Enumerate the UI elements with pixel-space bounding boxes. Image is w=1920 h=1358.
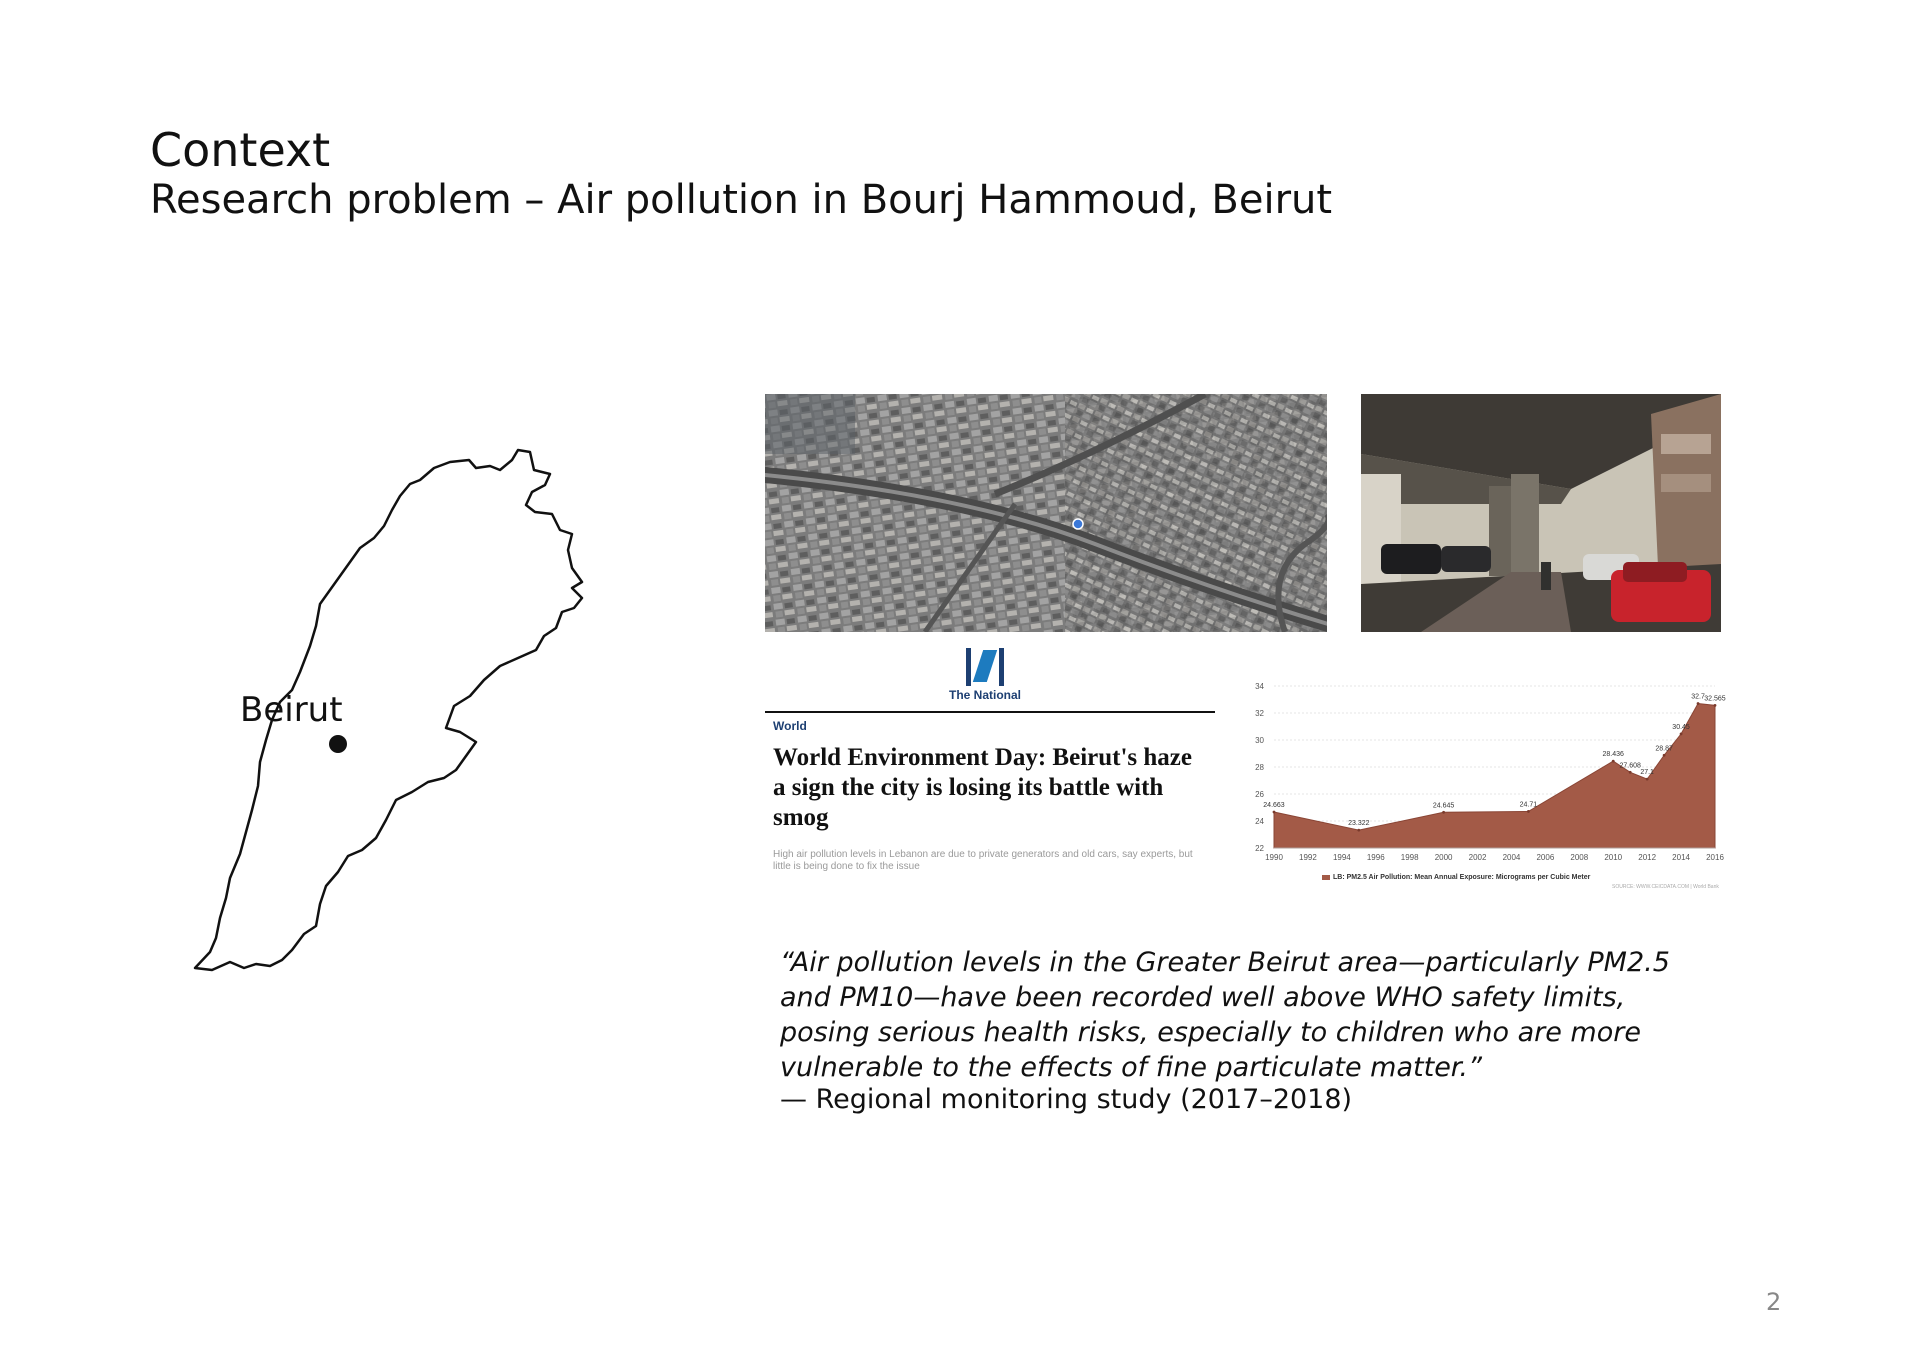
data-label: 27.1: [1640, 769, 1654, 777]
x-tick-label: 2010: [1604, 853, 1623, 862]
data-point: [1697, 702, 1700, 705]
data-label: 30.45: [1672, 723, 1690, 731]
y-tick-label: 30: [1255, 736, 1264, 745]
data-label: 32.565: [1704, 695, 1726, 703]
x-tick-label: 2006: [1536, 853, 1555, 862]
data-label: 28.87: [1655, 745, 1673, 753]
lebanon-map: [200, 440, 680, 1040]
slide-subtitle: Research problem – Air pollution in Bourj Hammoud, Beirut: [150, 177, 1333, 223]
data-point: [1629, 771, 1632, 774]
x-tick-label: 2008: [1570, 853, 1589, 862]
y-tick-label: 26: [1255, 790, 1264, 799]
x-tick-label: 2004: [1502, 853, 1521, 862]
chart-source: SOURCE: WWW.CEICDATA.COM | World Bank: [1612, 884, 1719, 890]
beirut-dot-icon: [329, 735, 347, 753]
beirut-label: Beirut: [240, 690, 343, 730]
x-tick-label: 2002: [1468, 853, 1487, 862]
aerial-map-photo: [765, 394, 1327, 632]
x-tick-label: 2014: [1672, 853, 1690, 862]
data-label: 23.322: [1348, 820, 1370, 828]
data-label: 24.71: [1519, 801, 1538, 809]
slide-title: Context: [150, 123, 331, 177]
data-point: [1714, 704, 1717, 707]
x-tick-label: 2016: [1706, 853, 1724, 862]
street-photo: [1361, 394, 1721, 632]
the-national-logo: [935, 648, 1035, 702]
data-point: [1527, 810, 1530, 813]
chart-legend: [1322, 874, 1590, 881]
data-point: [1357, 829, 1360, 832]
x-tick-label: 1998: [1400, 853, 1419, 862]
data-label: 27.608: [1619, 762, 1641, 770]
data-label: 24.663: [1263, 802, 1285, 810]
y-tick-label: 22: [1255, 844, 1264, 853]
y-tick-label: 24: [1255, 817, 1264, 826]
article-dek: High air pollution levels in Lebanon are due to private generators and old cars, say experts, but little is being done to fix the issue: [773, 849, 1193, 872]
x-tick-label: 1996: [1366, 853, 1385, 862]
logo-text: The National: [948, 688, 1021, 702]
data-point: [1612, 760, 1615, 763]
data-point: [1442, 811, 1445, 814]
pm25-chart-svg: [1240, 678, 1730, 893]
x-tick-label: 2000: [1434, 853, 1453, 862]
data-label: 28.436: [1602, 751, 1624, 759]
data-label: 32.7: [1691, 693, 1705, 701]
data-label: 24.645: [1432, 802, 1455, 810]
news-article: [765, 648, 1215, 888]
data-point: [1646, 778, 1649, 781]
the-national-logo-icon: [966, 648, 1004, 686]
y-tick-label: 34: [1255, 682, 1264, 691]
quote-text: “Air pollution levels in the Greater Beirut area—particularly PM2.5 and PM10—have been recorded well above WHO safety limits, posing serious health risks, especially to children who are more vulnerable to the effects of fine particulate matter.”: [780, 947, 1670, 1083]
x-tick-label: 2012: [1638, 853, 1657, 862]
lebanon-outline-icon: [200, 440, 680, 1040]
data-point: [1273, 811, 1276, 814]
article-divider: [765, 711, 1215, 713]
article-section: World: [773, 719, 807, 733]
page-number: 2: [1766, 1288, 1782, 1316]
y-tick-label: 32: [1255, 709, 1264, 718]
article-headline: World Environment Day: Beirut's haze a sign the city is losing its battle with smog: [773, 744, 1192, 831]
y-tick-label: 28: [1255, 763, 1264, 772]
legend-swatch: [1322, 875, 1330, 880]
data-point: [1663, 754, 1666, 757]
data-point: [1680, 733, 1683, 736]
x-tick-label: 1994: [1332, 853, 1351, 862]
x-tick-label: 1992: [1299, 853, 1317, 862]
legend-label: LB: PM2.5 Air Pollution: Mean Annual Exposure: Micrograms per Cubic Meter: [1333, 874, 1591, 881]
pm25-chart: [1240, 678, 1730, 893]
quote-attribution: — Regional monitoring study (2017–2018): [780, 1084, 1353, 1115]
x-tick-label: 1990: [1265, 853, 1283, 862]
